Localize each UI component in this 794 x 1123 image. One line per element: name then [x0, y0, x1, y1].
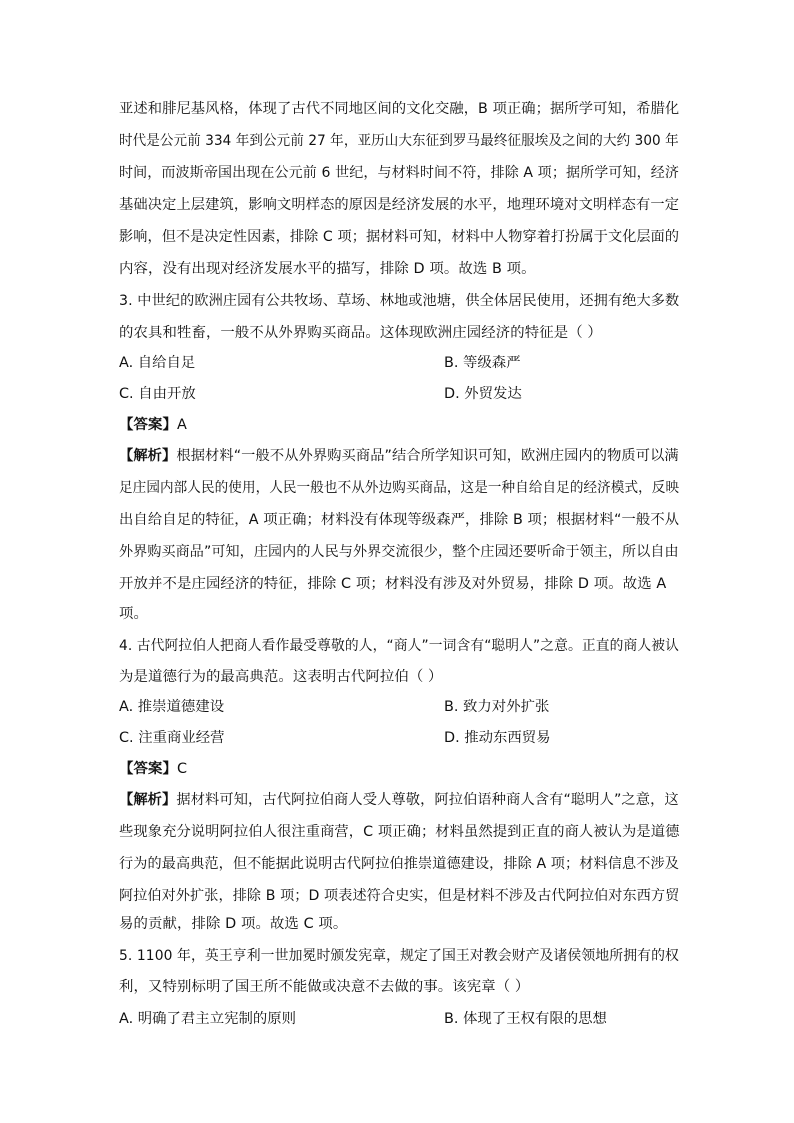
- question-4-option-b: B. 致力对外扩张: [444, 699, 550, 715]
- analysis-text-line: 内容，没有出现对经济发展水平的描写，排除 D 项。故选 B 项。: [119, 261, 536, 277]
- question-4-option-c: C. 注重商业经营: [119, 730, 225, 746]
- question-3-option-d: D. 外贸发达: [444, 386, 522, 402]
- analysis-text-line: 易的贡献，排除 D 项。故选 C 项。: [119, 916, 348, 932]
- analysis-text-line: 阿拉伯对外扩张，排除 B 项；D 项表述符合史实，但是材料不涉及古代阿拉伯对东西方贸: [119, 888, 680, 904]
- question-3-answer: [119, 415, 679, 435]
- analysis-label: 【解析】: [119, 792, 177, 808]
- question-5-stem: 利，又特别标明了国王所不能做或决意不去做的事。该宪章（ ）: [119, 979, 530, 995]
- question-3-option-b: B. 等级森严: [444, 355, 521, 371]
- analysis-text-line: 外界购买商品”可知，庄园内的人民与外界交流很少，整个庄园还要听命于领主，所以自由: [119, 544, 679, 560]
- analysis-text-line: 时代是公元前 334 年到公元前 27 年，亚历山大东征到罗马最终征服埃及之间的大约 300 年: [119, 133, 679, 149]
- analysis-text-line: 行为的最高典范，但不能据此说明古代阿拉伯推崇道德建设，排除 A 项；材料信息不涉及: [119, 856, 679, 872]
- question-5-option-a: A. 明确了君主立宪制的原则: [119, 1011, 297, 1027]
- analysis-text-line: 项。: [119, 606, 148, 622]
- analysis-text-line: 时间，而波斯帝国出现在公元前 6 世纪，与材料时间不符，排除 A 项；据所学可知，经济: [119, 165, 680, 181]
- analysis-text-line: 影响，但不是决定性因素，排除 C 项；据材料可知，材料中人物穿着打扮属于文化层面的: [119, 229, 680, 245]
- question-4-stem: 4. 古代阿拉伯人把商人看作最受尊敬的人，“商人”一词含有“聪明人”之意。正直的商人被认: [119, 638, 679, 654]
- analysis-text: 据材料可知，古代阿拉伯商人受人尊敬，阿拉伯语种商人含有“聪明人”之意，这: [176, 792, 679, 808]
- question-5-stem: 5. 1100 年，英王亨利一世加冕时颁发宪章，规定了国王对教会财产及诸侯领地所拥有的权: [119, 948, 679, 964]
- analysis-text-line: 基础决定上层建筑，影响文明样态的原因是经济发展的水平，地理环境对文明样态有一定: [119, 197, 680, 213]
- question-4-option-d: D. 推动东西贸易: [444, 730, 551, 746]
- question-4-answer: [119, 759, 679, 779]
- analysis-text-line: 些现象充分说明阿拉伯人很注重商营，C 项正确；材料虽然提到正直的商人被认为是道德: [119, 824, 680, 840]
- question-4-analysis: [119, 790, 679, 810]
- question-3-analysis: [119, 446, 679, 466]
- answer-value: A: [176, 417, 187, 433]
- analysis-text: 根据材料“一般不从外界购买商品”结合所学知识可知，欧洲庄园内的物质可以满: [176, 448, 679, 464]
- analysis-text-line: 足庄园内部人民的使用，人民一般也不从外边购买商品，这是一种自给自足的经济模式，反映: [119, 480, 680, 496]
- question-4-option-a: A. 推崇道德建设: [119, 699, 225, 715]
- analysis-text-line: 亚述和腓尼基风格，体现了古代不同地区间的文化交融，B 项正确；据所学可知，希腊化: [119, 101, 680, 117]
- answer-label: 【答案】: [119, 417, 177, 433]
- answer-label: 【答案】: [119, 761, 177, 777]
- answer-value: C: [176, 761, 188, 777]
- analysis-text-line: 开放并不是庄园经济的特征，排除 C 项；材料没有涉及对外贸易，排除 D 项。故选 A: [119, 576, 667, 592]
- question-4-stem: 为是道德行为的最高典范。这表明古代阿拉伯（ ）: [119, 669, 443, 685]
- question-3-option-c: C. 自由开放: [119, 386, 196, 402]
- question-5-option-b: B. 体现了王权有限的思想: [444, 1011, 607, 1027]
- question-3-stem: 3. 中世纪的欧洲庄园有公共牧场、草场、林地或池塘，供全体居民使用，还拥有绝大多数: [119, 293, 680, 309]
- question-3-stem: 的农具和牲畜，一般不从外界购买商品。这体现欧洲庄园经济的特征是（ ）: [119, 325, 602, 341]
- analysis-text-line: 出自给自足的特征，A 项正确；材料没有体现等级森严，排除 B 项；根据材料“一般不从: [119, 512, 680, 528]
- analysis-label: 【解析】: [119, 448, 177, 464]
- question-3-option-a: A. 自给自足: [119, 355, 196, 371]
